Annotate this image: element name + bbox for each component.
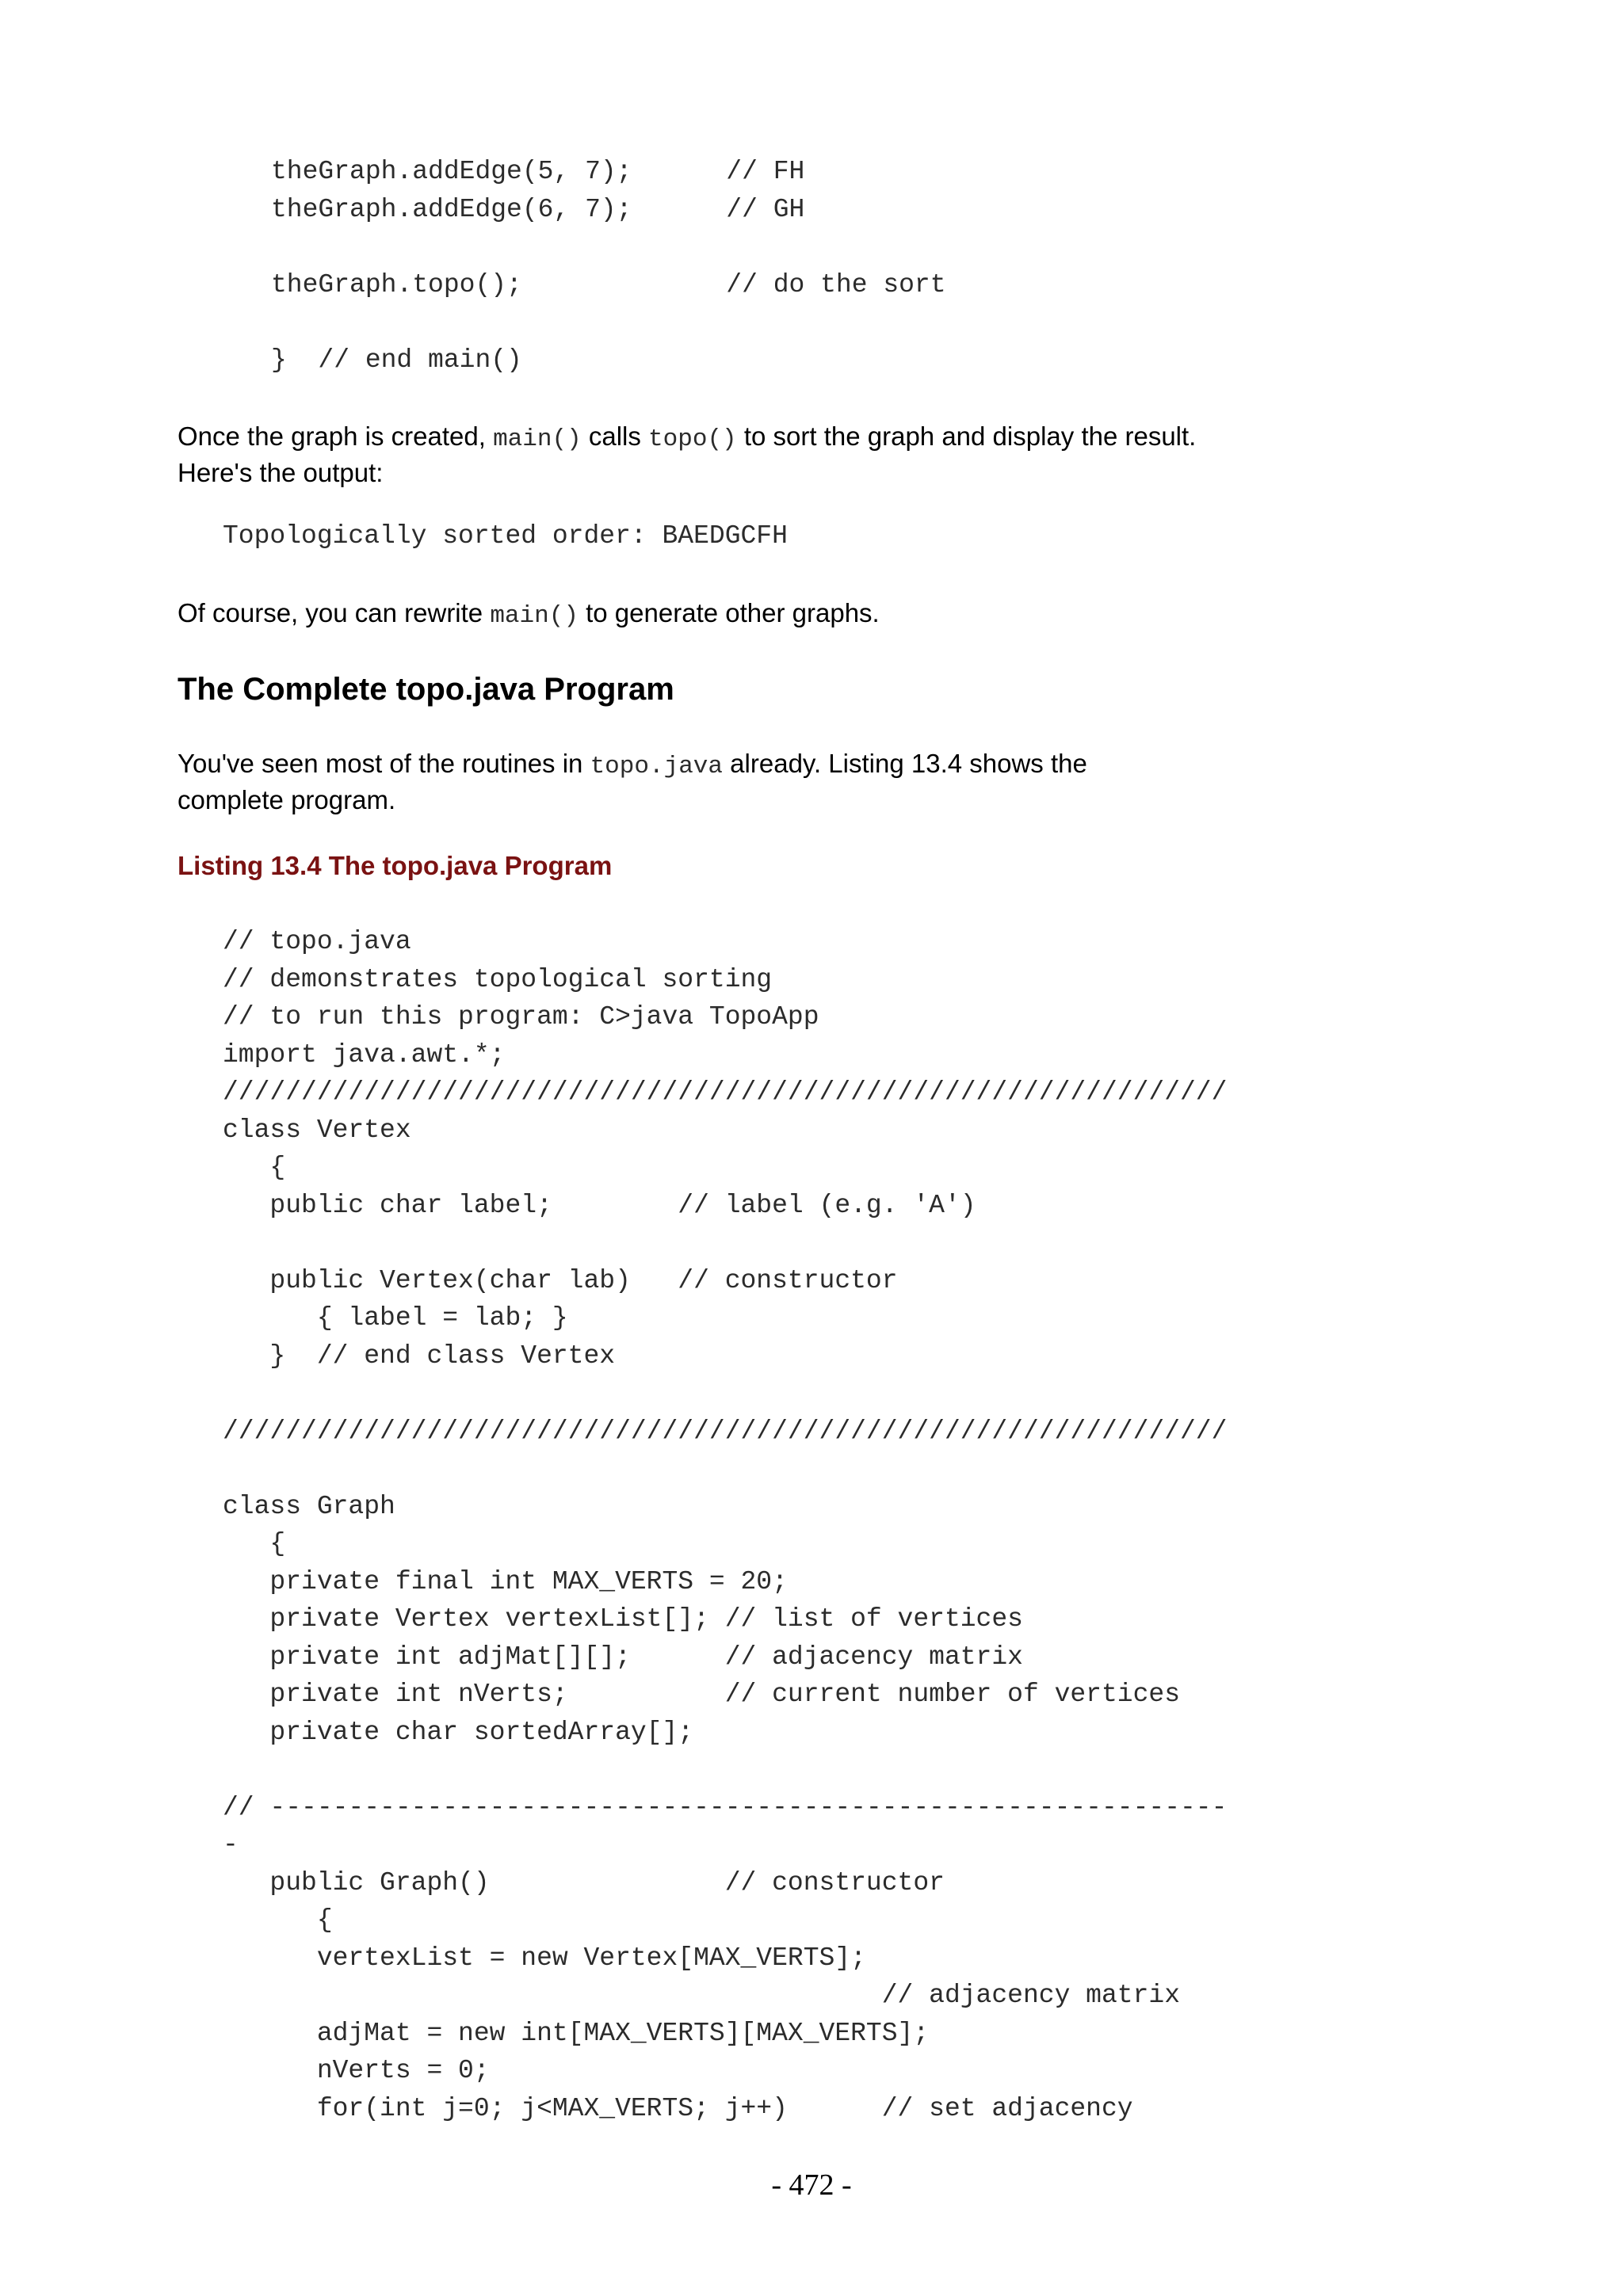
paragraph-rewrite-main — [178, 597, 880, 633]
code-line: // adjacency matrix — [223, 1981, 1180, 2010]
code-line: } // end class Vertex — [223, 1341, 616, 1371]
section-heading: The Complete topo.java Program — [178, 672, 674, 707]
code-line: } // end main() — [271, 345, 522, 375]
program-output — [223, 517, 788, 555]
inline-code-main: main() — [490, 602, 579, 630]
code-line: { label = lab; } — [223, 1303, 568, 1333]
code-line: import java.awt.*; — [223, 1039, 506, 1070]
text-segment: complete program. — [178, 785, 396, 814]
code-line: nVerts = 0; — [223, 2056, 490, 2085]
text-segment: to generate other graphs. — [578, 598, 880, 627]
code-line — [271, 228, 946, 266]
code-line: //////////////////////////////////////////////////////////////// — [223, 1077, 1228, 1107]
code-line: vertexList = new Vertex[MAX_VERTS]; — [223, 1943, 866, 1973]
code-line: { — [223, 1529, 286, 1558]
code-line: private Vertex vertexList[]; // list of vertices — [223, 1604, 1023, 1634]
output-line: Topologically sorted order: BAEDGCFH — [223, 521, 788, 551]
code-line: { — [223, 1905, 333, 1935]
text-segment: You've seen most of the routines in — [178, 749, 590, 778]
text-segment: Here's the output: — [178, 458, 384, 487]
code-line: theGraph.topo(); // do the sort — [271, 269, 946, 299]
code-line: private int nVerts; // current number of vertices — [223, 1680, 1180, 1709]
inline-code-topo: topo() — [648, 425, 737, 453]
code-line: //////////////////////////////////////////////////////////////// — [223, 1416, 1228, 1446]
paragraph-graph-created — [178, 420, 1196, 490]
code-line: public char label; // label (e.g. 'A') — [223, 1190, 976, 1220]
code-line: public Vertex(char lab) // constructor — [223, 1265, 898, 1295]
code-line: adjMat = new int[MAX_VERTS][MAX_VERTS]; — [223, 2018, 930, 2048]
code-line: class Vertex — [223, 1115, 411, 1145]
code-block-main-end — [271, 153, 946, 379]
code-line — [223, 1375, 1227, 1413]
inline-code-topo-java: topo.java — [590, 753, 724, 780]
code-line: class Graph — [223, 1491, 395, 1521]
page-number: - 472 - — [771, 2168, 852, 2202]
code-line: // to run this program: C>java TopoApp — [223, 1002, 819, 1032]
code-line: private char sortedArray[]; — [223, 1717, 694, 1747]
code-line: // ------------------------------------------------------------- — [223, 1792, 1228, 1822]
text-segment: Once the graph is created, — [178, 421, 494, 451]
code-line — [223, 1224, 1227, 1262]
code-line: private final int MAX_VERTS = 20; — [223, 1566, 788, 1596]
code-line: for(int j=0; j<MAX_VERTS; j++) // set adjacency — [223, 2093, 1133, 2123]
paragraph-routines — [178, 747, 1087, 817]
text-segment: to sort the graph and display the result. — [736, 421, 1197, 451]
code-line — [271, 303, 946, 341]
text-segment: Of course, you can rewrite — [178, 598, 491, 627]
listing-code-block — [223, 923, 1227, 2127]
code-line: // demonstrates topological sorting — [223, 964, 773, 994]
code-line — [223, 1751, 1227, 1789]
code-line: public Graph() // constructor — [223, 1867, 945, 1897]
text-segment: already. Listing 13.4 shows the — [723, 749, 1087, 778]
code-line: private int adjMat[][]; // adjacency matrix — [223, 1642, 1023, 1672]
code-line: theGraph.addEdge(6, 7); // GH — [271, 194, 805, 224]
inline-code-main: main() — [493, 425, 582, 453]
code-line — [223, 1450, 1227, 1488]
text-segment: calls — [581, 421, 649, 451]
code-line: - — [223, 1830, 239, 1859]
code-line: theGraph.addEdge(5, 7); // FH — [271, 157, 805, 186]
code-line: // topo.java — [223, 927, 411, 956]
code-line: { — [223, 1153, 286, 1182]
listing-title: Listing 13.4 The topo.java Program — [178, 851, 613, 880]
